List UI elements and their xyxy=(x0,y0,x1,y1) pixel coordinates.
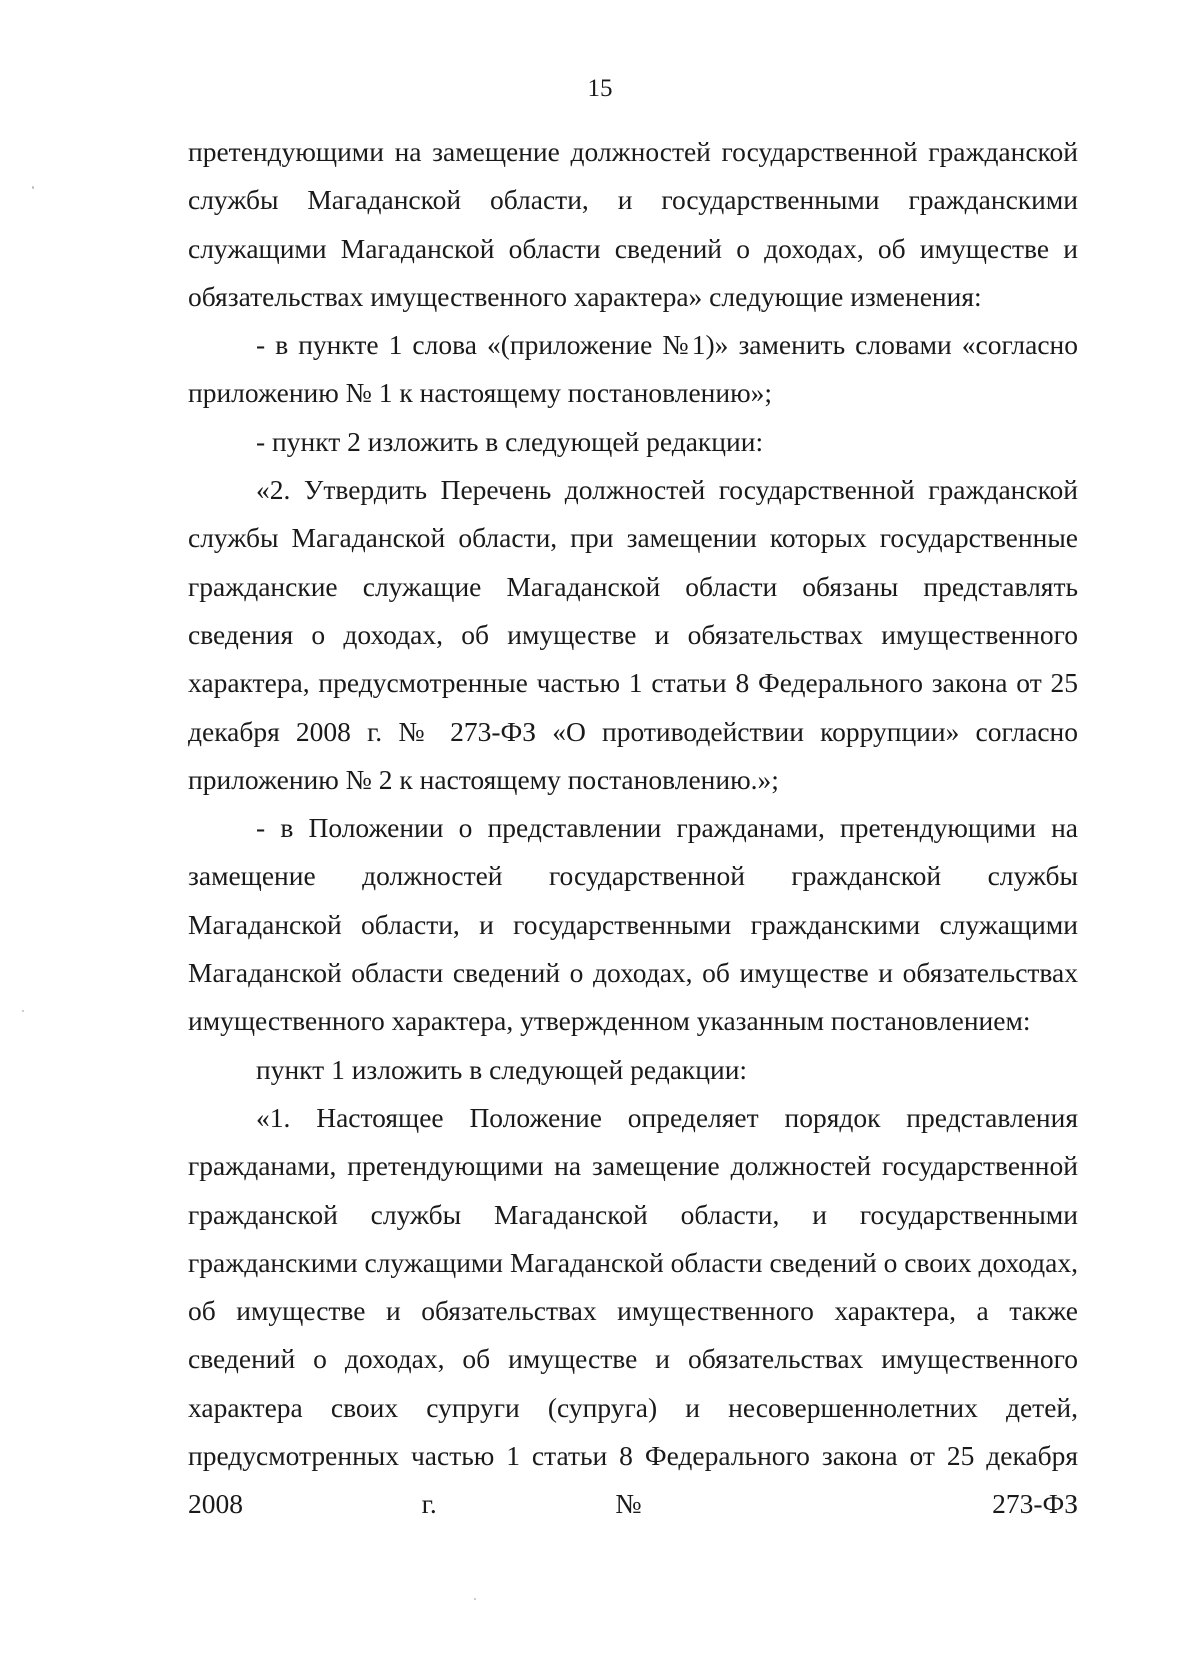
paragraph-item-2-change: - пункт 2 изложить в следующей редакции: xyxy=(256,425,764,457)
paragraph-item-2-new-text: «2. Утвердить Перечень должностей государственной гражданской службы Магаданской области, при замещении которых государственные гражданские служащие Магаданской области обязаны представлять сведения о доходах, об имуществе и обязательствах имущественного характера, предусмотренные частью 1 статьи 8 Федерального закона от 25 декабря 2008 г. № 273-ФЗ «О противодействии коррупции» согласно приложению № 2 к настоящему постановлению.»; xyxy=(188,474,1078,795)
scan-speck xyxy=(474,1598,476,1600)
scan-speck xyxy=(32,186,34,189)
paragraph-intro-continuation: претендующими на замещение должностей государственной гражданской службы Магаданской области, и государственными гражданскими служащими Магаданской области сведений о доходах, об имуществе и обязательствах имущественного характера» следующие изменения: xyxy=(188,136,1078,312)
paragraph-regulation-change: - в Положении о представлении гражданами, претендующими на замещение должностей государственной гражданской службы Магаданской области, и государственными гражданскими служащими Магаданской области сведений о доходах, об имуществе и обязательствах имущественного характера, утвержденном указанным постановлением: xyxy=(188,812,1078,1037)
paragraph-item-1-new-text: «1. Настоящее Положение определяет порядок представления гражданами, претендующими на замещение должностей государственной гражданской службы Магаданской области, и государственными гражданскими служащими Магаданской области сведений о своих доходах, об имуществе и обязательствах имущественного характера, а также сведений о доходах, об имуществе и обязательствах имущественного характера своих супруги (супруга) и несовершеннолетних детей, предусмотренных частью 1 статьи 8 Федерального закона от 25 декабря 2008 г. № 273-ФЗ xyxy=(188,1101,1078,1520)
paragraph-item-1-edit: пункт 1 изложить в следующей редакции: xyxy=(256,1053,748,1085)
paragraph-item-1-change: - в пункте 1 слова «(приложение №1)» заменить словами «согласно приложению № 1 к настоящему постановлению»; xyxy=(188,329,1078,409)
page-number: 15 xyxy=(587,75,613,102)
document-text xyxy=(188,128,1078,1529)
scan-speck xyxy=(22,1010,24,1012)
